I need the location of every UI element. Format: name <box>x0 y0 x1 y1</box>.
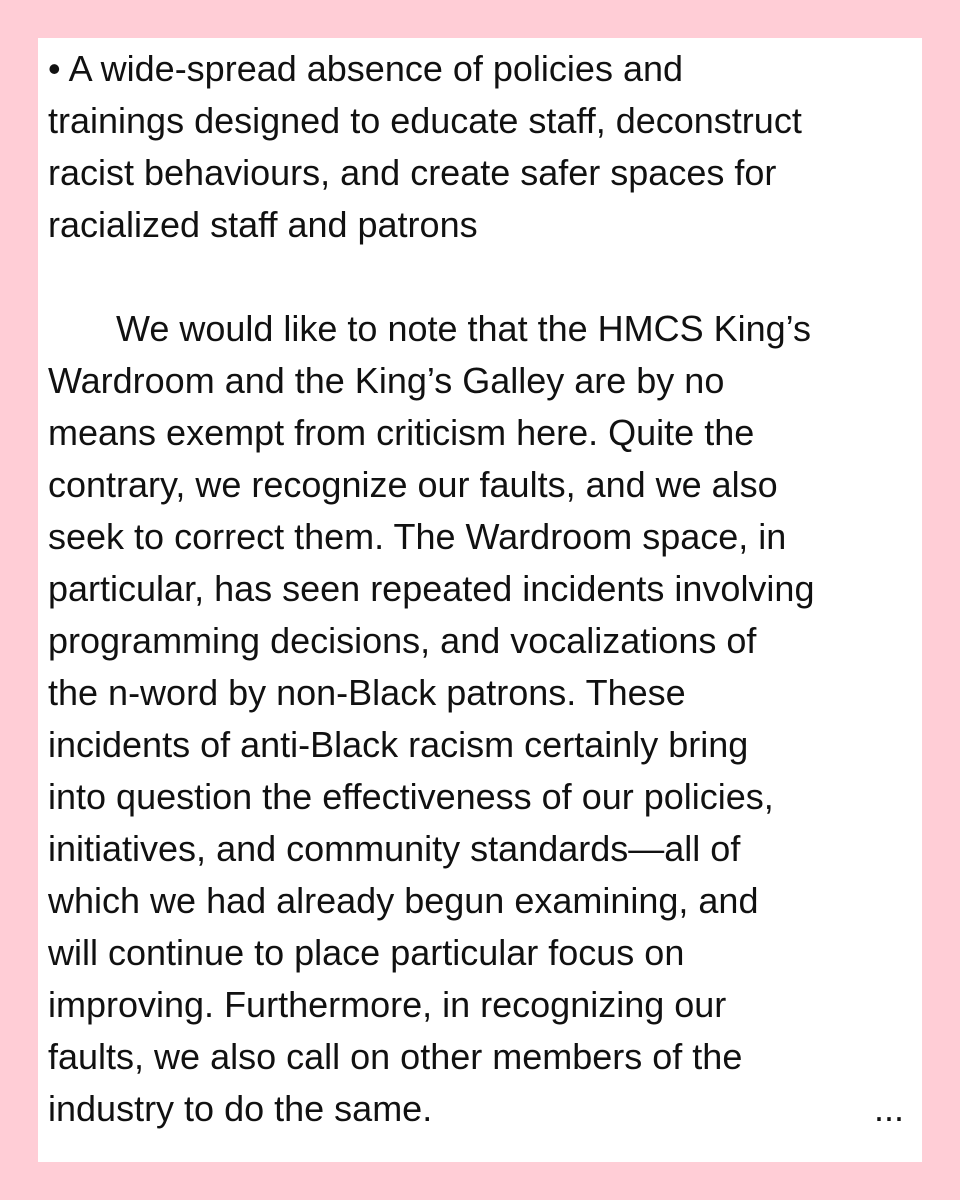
bullet-line-4: racialized staff and patrons <box>48 204 478 245</box>
text-card <box>38 38 922 1162</box>
paragraph-line-14: improving. Furthermore, in recognizing our <box>48 984 727 1025</box>
paragraph-line-12: which we had already begun examining, and <box>48 880 759 921</box>
paragraph-line-9: incidents of anti-Black racism certainly bring <box>48 724 749 765</box>
paragraph-line-8: the n-word by non-Black patrons. These <box>48 672 686 713</box>
paragraph-line-4: contrary, we recognize our faults, and we also <box>48 464 778 505</box>
bullet-line-1: • A wide-spread absence of policies and <box>48 48 684 89</box>
paragraph-line-6: particular, has seen repeated incidents involving <box>48 568 815 609</box>
bullet-line-3: racist behaviours, and create safer spaces for <box>48 152 777 193</box>
paragraph-line-7: programming decisions, and vocalizations of <box>48 620 757 661</box>
bullet-line-2: trainings designed to educate staff, deconstruct <box>48 100 802 141</box>
paragraph-line-15: faults, we also call on other members of the <box>48 1036 743 1077</box>
paragraph-line-10: into question the effectiveness of our policies, <box>48 776 774 817</box>
paragraph-line-5: seek to correct them. The Wardroom space, in <box>48 516 787 557</box>
paragraph-line-3: means exempt from criticism here. Quite the <box>48 412 755 453</box>
paragraph-line-11: initiatives, and community standards—all of <box>48 828 741 869</box>
paragraph-line-16: industry to do the same. <box>48 1088 433 1129</box>
paragraph-line-2: Wardroom and the King’s Galley are by no <box>48 360 725 401</box>
continuation-ellipsis: ... <box>873 1088 904 1129</box>
bullet-marker: • <box>48 48 61 89</box>
paragraph-line-13: will continue to place particular focus on <box>48 932 685 973</box>
paragraph-line-1: We would like to note that the HMCS King’s <box>116 308 812 349</box>
